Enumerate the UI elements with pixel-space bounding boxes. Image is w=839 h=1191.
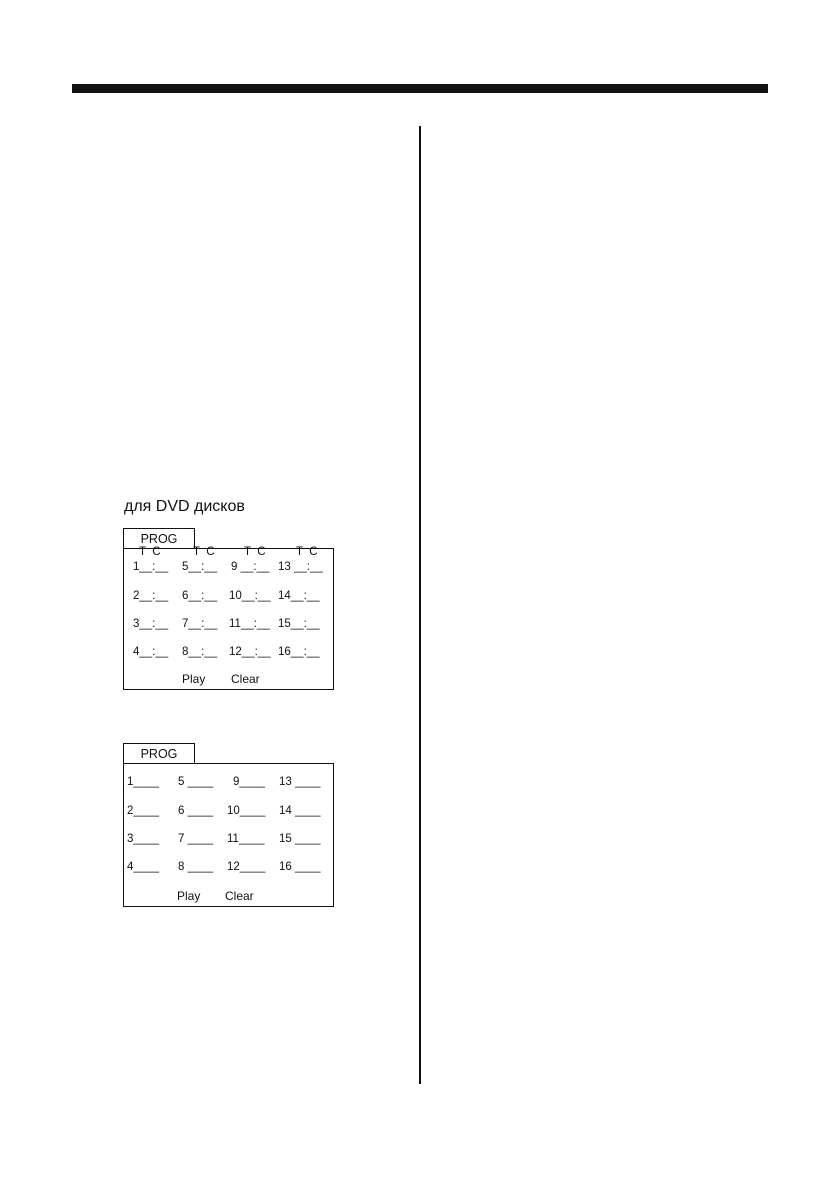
dvd-slot-2[interactable]: 2__:__ (133, 590, 169, 602)
dvd-slot-16[interactable]: 16__:__ (278, 646, 320, 658)
dvd-slot-9[interactable]: 9 __:__ (231, 561, 270, 573)
cd-slot-12[interactable]: 12____ (227, 861, 266, 873)
cd-slot-3[interactable]: 3____ (127, 833, 159, 845)
dvd-header-col2: T C (193, 546, 215, 558)
cd-slot-8[interactable]: 8 ____ (178, 861, 214, 873)
dvd-slot-14[interactable]: 14__:__ (278, 590, 320, 602)
column-divider (419, 126, 421, 1084)
cd-slot-14[interactable]: 14 ____ (279, 805, 321, 817)
cd-slot-7[interactable]: 7 ____ (178, 833, 214, 845)
dvd-slot-8[interactable]: 8__:__ (182, 646, 218, 658)
dvd-slot-5[interactable]: 5__:__ (182, 561, 218, 573)
top-rule (72, 84, 768, 93)
cd-slot-11[interactable]: 11____ (227, 833, 265, 845)
cd-play-button[interactable]: Play (177, 889, 201, 903)
dvd-clear-button[interactable]: Clear (231, 672, 260, 686)
cd-prog-tab[interactable]: PROG (123, 743, 195, 763)
dvd-header-col3: T C (244, 546, 266, 558)
cd-clear-button[interactable]: Clear (225, 889, 254, 903)
cd-slot-9[interactable]: 9____ (233, 776, 265, 788)
cd-slot-10[interactable]: 10____ (227, 805, 266, 817)
cd-program-panel (123, 743, 334, 907)
dvd-play-button[interactable]: Play (182, 672, 206, 686)
dvd-header-col4: T C (296, 546, 318, 558)
section-title: для DVD дисков (124, 498, 245, 515)
cd-slot-6[interactable]: 6 ____ (178, 805, 214, 817)
cd-slot-5[interactable]: 5 ____ (178, 776, 214, 788)
dvd-slot-3[interactable]: 3__:__ (133, 618, 169, 630)
dvd-slot-4[interactable]: 4__:__ (133, 646, 169, 658)
dvd-slot-10[interactable]: 10__:__ (229, 590, 271, 602)
dvd-slot-12[interactable]: 12__:__ (229, 646, 271, 658)
dvd-slot-6[interactable]: 6__:__ (182, 590, 218, 602)
dvd-slot-15[interactable]: 15__:__ (278, 618, 320, 630)
dvd-slot-13[interactable]: 13 __:__ (278, 561, 323, 573)
dvd-header-col1: T C (139, 546, 161, 558)
cd-slot-4[interactable]: 4____ (127, 861, 159, 873)
cd-slot-16[interactable]: 16 ____ (279, 861, 321, 873)
cd-slot-2[interactable]: 2____ (127, 805, 159, 817)
dvd-slot-1[interactable]: 1__:__ (133, 561, 169, 573)
dvd-slot-11[interactable]: 11__:__ (229, 618, 270, 630)
dvd-slot-7[interactable]: 7__:__ (182, 618, 218, 630)
dvd-program-panel (123, 528, 334, 690)
cd-slot-15[interactable]: 15 ____ (279, 833, 321, 845)
dvd-prog-tab[interactable]: PROG (123, 528, 195, 548)
cd-slot-13[interactable]: 13 ____ (279, 776, 321, 788)
cd-slot-1[interactable]: 1____ (127, 776, 159, 788)
